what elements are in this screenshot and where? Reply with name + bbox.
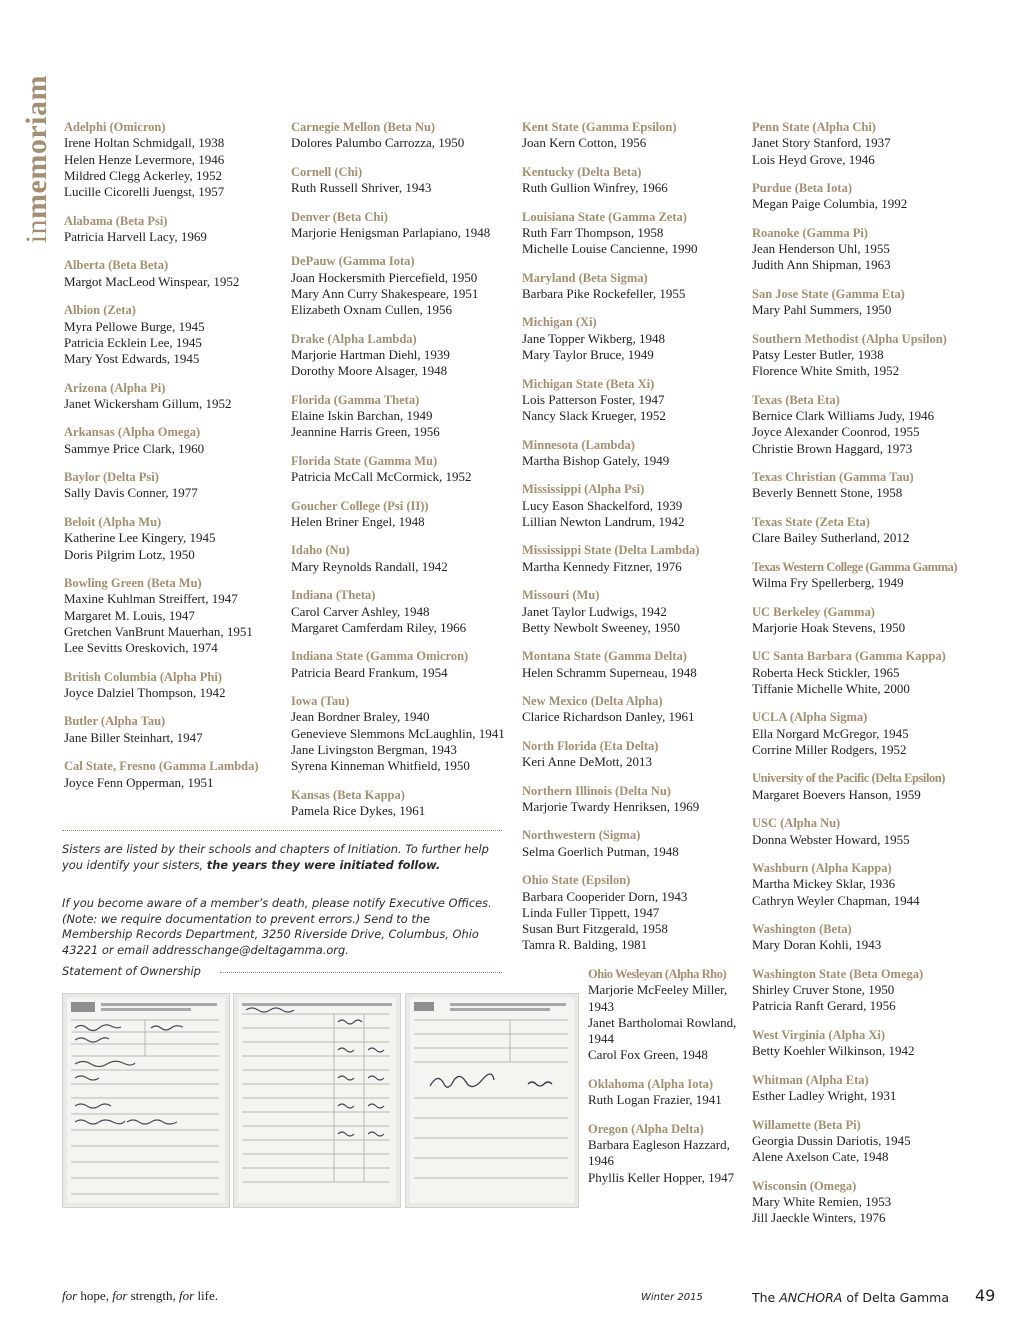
chapter-name: Florida State (Gamma Mu) [291, 453, 438, 468]
member-name: Mary White Remien, 1953 [752, 1193, 892, 1209]
memorial-column-3 [522, 119, 746, 966]
member-name: Ruth Logan Frazier, 1941 [588, 1092, 722, 1108]
chapter-group [588, 1076, 740, 1109]
member-name: Beverly Bennett Stone, 1958 [752, 485, 903, 501]
member-name: Barbara Eagleson Hazzard, 1946 [588, 1137, 730, 1169]
chapter-name: Kentucky (Delta Beta) [522, 164, 642, 179]
chapter-group [752, 469, 1012, 502]
chapter-name: Drake (Alpha Lambda) [291, 331, 417, 346]
member-name: Gretchen VanBrunt Mauerhan, 1951 [64, 623, 253, 639]
listing-note: Sisters are listed by their schools and chapters of Initiation. To further help you identify your sisters, the years they were initiated follow. [62, 842, 489, 872]
chapter-group [64, 514, 284, 563]
chapter-group [291, 392, 513, 441]
member-name: Irene Holtan Schmidgall, 1938 [64, 135, 225, 151]
chapter-group [752, 559, 1012, 592]
member-name: Carol Carver Ashley, 1948 [291, 603, 430, 619]
chapter-group [752, 225, 1012, 274]
chapter-name: Kansas (Beta Kappa) [291, 787, 405, 802]
member-name: Syrena Kinneman Whitfield, 1950 [291, 758, 470, 774]
member-name: Megan Paige Columbia, 1992 [752, 196, 908, 212]
member-name: Marjorie Hoak Stevens, 1950 [752, 619, 906, 635]
member-name: Michelle Louise Cancienne, 1990 [522, 241, 698, 257]
chapter-group [752, 331, 1012, 380]
chapter-group [522, 872, 746, 953]
chapter-name: Goucher College (Psi (II)) [291, 498, 429, 513]
member-name: Ruth Russell Shriver, 1943 [291, 180, 432, 196]
member-name: Phyllis Keller Hopper, 1947 [588, 1169, 735, 1185]
chapter-group [64, 119, 284, 200]
chapter-name: Indiana (Theta) [291, 588, 376, 603]
member-name: Elaine Iskin Barchan, 1949 [291, 408, 433, 424]
member-name: Mary Doran Kohli, 1943 [752, 937, 882, 953]
chapter-group [522, 587, 746, 636]
member-name: Joyce Fenn Opperman, 1951 [64, 774, 214, 790]
member-name: Sally Davis Conner, 1977 [64, 485, 198, 501]
chapter-name: Mississippi State (Delta Lambda) [522, 543, 700, 558]
member-name: Janet Wickersham Gillum, 1952 [64, 395, 232, 411]
member-name: Lillian Newton Landrum, 1942 [522, 513, 685, 529]
chapter-name: Willamette (Beta Pi) [752, 1117, 861, 1132]
chapter-name: San Jose State (Gamma Eta) [752, 286, 905, 301]
member-name: Tamra R. Balding, 1981 [522, 937, 648, 953]
chapter-group [291, 209, 513, 242]
chapter-group [522, 827, 746, 860]
chapter-group [752, 770, 1012, 803]
chapter-name: Cornell (Chi) [291, 164, 363, 179]
chapter-group [752, 514, 1012, 547]
member-name: Helen Schramm Superneau, 1948 [522, 664, 697, 680]
memorial-column-2 [291, 119, 513, 832]
chapter-name: Arizona (Alpha Pi) [64, 380, 166, 395]
chapter-group [522, 119, 746, 152]
member-name: Genevieve Slemmons McLaughlin, 1941 [291, 725, 505, 741]
member-name: Jeannine Harris Green, 1956 [291, 424, 440, 440]
notify-note: If you become aware of a member’s death, please notify Executive Offices. (Note: we require documentation to prevent errors.) Send to the Membership Records Department, 3250 Riverside Drive, Columbus, Ohio 43221 or email addresschange@deltagamma.org. [62, 896, 492, 957]
member-name: Marjorie McFeeley Miller, 1943 [588, 982, 728, 1014]
chapter-name: Butler (Alpha Tau) [64, 714, 166, 729]
member-name: Marjorie Henigsman Parlapiano, 1948 [291, 224, 491, 240]
member-name: Joan Hockersmith Piercefield, 1950 [291, 269, 478, 285]
chapter-group [291, 787, 513, 820]
chapter-group [291, 164, 513, 197]
chapter-group [291, 119, 513, 152]
chapter-group [752, 392, 1012, 457]
chapter-group [64, 669, 284, 702]
chapter-name: Purdue (Beta Iota) [752, 181, 852, 196]
member-name: Jean Bordner Braley, 1940 [291, 709, 430, 725]
member-name: Carol Fox Green, 1948 [588, 1047, 708, 1063]
member-name: Mary Pahl Summers, 1950 [752, 302, 892, 318]
member-name: Mary Taylor Bruce, 1949 [522, 347, 654, 363]
chapter-group [291, 498, 513, 531]
chapter-name: Alabama (Beta Psi) [64, 213, 168, 228]
chapter-name: British Columbia (Alpha Phi) [64, 669, 223, 684]
chapter-group [64, 469, 284, 502]
chapter-group [522, 376, 746, 425]
member-name: Alene Axelson Cate, 1948 [752, 1149, 889, 1165]
chapter-name: Iowa (Tau) [291, 694, 350, 709]
chapter-group [64, 257, 284, 290]
chapter-name: Roanoke (Gamma Pi) [752, 225, 868, 240]
chapter-name: Albion (Zeta) [64, 303, 136, 318]
member-name: Judith Ann Shipman, 1963 [752, 257, 891, 273]
chapter-name: Oklahoma (Alpha Iota) [588, 1076, 714, 1091]
ownership-form-image-3 [405, 993, 579, 1208]
chapter-name: Minnesota (Lambda) [522, 437, 635, 452]
member-name: Ruth Farr Thompson, 1958 [522, 224, 664, 240]
chapter-name: Beloit (Alpha Mu) [64, 514, 162, 529]
chapter-name: Cal State, Fresno (Gamma Lambda) [64, 759, 259, 774]
member-name: Doris Pilgrim Lotz, 1950 [64, 546, 195, 562]
chapter-name: Northern Illinois (Delta Nu) [522, 783, 671, 798]
chapter-group [291, 587, 513, 636]
chapter-group [64, 380, 284, 413]
chapter-name: DePauw (Gamma Iota) [291, 254, 415, 269]
chapter-group [522, 209, 746, 258]
member-name: Nancy Slack Krueger, 1952 [522, 408, 666, 424]
chapter-group [291, 542, 513, 575]
chapter-name: Arkansas (Alpha Omega) [64, 425, 201, 440]
chapter-name: Baylor (Delta Psi) [64, 470, 159, 485]
member-name: Betty Koehler Wilkinson, 1942 [752, 1043, 915, 1059]
member-name: Margaret Camferdam Riley, 1966 [291, 619, 467, 635]
member-name: Helen Briner Engel, 1948 [291, 513, 425, 529]
chapter-name: Denver (Beta Chi) [291, 209, 388, 224]
member-name: Dorothy Moore Alsager, 1948 [291, 363, 448, 379]
member-name: Janet Story Stanford, 1937 [752, 135, 891, 151]
chapter-group [522, 542, 746, 575]
page-title: inmemoriam [20, 75, 53, 244]
member-name: Georgia Dussin Dariotis, 1945 [752, 1132, 911, 1148]
chapter-name: UC Santa Barbara (Gamma Kappa) [752, 649, 946, 664]
member-name: Cathryn Weyler Chapman, 1944 [752, 892, 920, 908]
chapter-name: Michigan (Xi) [522, 315, 597, 330]
chapter-group [752, 119, 1012, 168]
member-name: Janet Bartholomai Rowland, 1944 [588, 1014, 737, 1047]
chapter-group [752, 966, 1012, 1015]
chapter-group [64, 713, 284, 746]
member-name: Corrine Miller Rodgers, 1952 [752, 741, 907, 757]
chapter-group [752, 286, 1012, 319]
chapter-name: Missouri (Mu) [522, 588, 600, 603]
member-name: Margaret M. Louis, 1947 [64, 607, 195, 623]
member-name: Marjorie Twardy Henriksen, 1969 [522, 798, 700, 814]
chapter-name: Northwestern (Sigma) [522, 828, 641, 843]
member-name: Ruth Gullion Winfrey, 1966 [522, 180, 668, 196]
chapter-group [752, 815, 1012, 848]
chapter-group [752, 1027, 1012, 1060]
chapter-name: New Mexico (Delta Alpha) [522, 694, 663, 709]
chapter-name: Washington State (Beta Omega) [752, 966, 924, 981]
chapter-name: Kent State (Gamma Epsilon) [522, 120, 677, 134]
member-name: Esther Ladley Wright, 1931 [752, 1088, 897, 1104]
chapter-name: Ohio Wesleyan (Alpha Rho) [588, 967, 727, 981]
chapter-name: Michigan State (Beta Xi) [522, 376, 655, 391]
member-name: Clarice Richardson Danley, 1961 [522, 709, 695, 725]
chapter-group [752, 1178, 1012, 1227]
chapter-name: Texas (Beta Eta) [752, 392, 840, 407]
chapter-name: Oregon (Alpha Delta) [588, 1121, 704, 1136]
page-number: 49 [975, 1286, 996, 1305]
member-name: Sammye Price Clark, 1960 [64, 440, 205, 456]
member-name: Lois Heyd Grove, 1946 [752, 151, 875, 167]
chapter-group [752, 921, 1012, 954]
member-name: Lois Patterson Foster, 1947 [522, 391, 665, 407]
chapter-name: Bowling Green (Beta Mu) [64, 576, 202, 591]
chapter-name: Whitman (Alpha Eta) [752, 1072, 869, 1087]
chapter-name: Washington (Beta) [752, 922, 852, 937]
member-name: Mary Yost Edwards, 1945 [64, 351, 200, 367]
chapter-name: North Florida (Eta Delta) [522, 738, 659, 753]
chapter-group [64, 758, 284, 791]
member-name: Barbara Pike Rockefeller, 1955 [522, 285, 686, 301]
member-name: Patricia Beard Frankum, 1954 [291, 664, 448, 680]
member-name: Barbara Cooperider Dorn, 1943 [522, 888, 688, 904]
member-name: Pamela Rice Dykes, 1961 [291, 803, 426, 819]
chapter-name: Indiana State (Gamma Omicron) [291, 649, 469, 664]
member-name: Elizabeth Oxnam Cullen, 1956 [291, 302, 453, 318]
chapter-name: Ohio State (Epsilon) [522, 873, 631, 888]
member-name: Susan Burt Fitzgerald, 1958 [522, 921, 668, 937]
chapter-group [522, 270, 746, 303]
member-name: Joan Kern Cotton, 1956 [522, 135, 647, 151]
member-name: Martha Mickey Sklar, 1936 [752, 876, 896, 892]
member-name: Clare Bailey Sutherland, 2012 [752, 530, 910, 546]
chapter-group [588, 966, 740, 1064]
member-name: Maxine Kuhlman Streiffert, 1947 [64, 591, 238, 607]
memorial-column-4 [752, 119, 1012, 1239]
chapter-group [522, 738, 746, 771]
member-name: Keri Anne DeMott, 2013 [522, 754, 652, 770]
footer-motto: for hope, for strength, for life. [62, 1288, 219, 1303]
chapter-name: Texas Christian (Gamma Tau) [752, 470, 914, 485]
chapter-group [752, 1117, 1012, 1166]
chapter-name: UCLA (Alpha Sigma) [752, 710, 868, 725]
member-name: Selma Goerlich Putman, 1948 [522, 843, 679, 859]
chapter-group [752, 709, 1012, 758]
member-name: Linda Fuller Tippett, 1947 [522, 904, 660, 920]
member-name: Donna Webster Howard, 1955 [752, 831, 910, 847]
chapter-group [291, 693, 513, 774]
member-name: Bernice Clark Williams Judy, 1946 [752, 408, 935, 424]
chapter-group [752, 604, 1012, 637]
memorial-column-3-continued [588, 966, 740, 1198]
member-name: Jill Jaeckle Winters, 1976 [752, 1210, 886, 1226]
chapter-name: Carnegie Mellon (Beta Nu) [291, 120, 436, 134]
chapter-name: Louisiana State (Gamma Zeta) [522, 209, 687, 224]
chapter-name: Maryland (Beta Sigma) [522, 270, 648, 285]
chapter-name: Penn State (Alpha Chi) [752, 120, 876, 134]
chapter-group [522, 437, 746, 470]
member-name: Marjorie Hartman Diehl, 1939 [291, 347, 450, 363]
chapter-name: Mississippi (Alpha Psi) [522, 482, 645, 497]
member-name: Christie Brown Haggard, 1973 [752, 440, 913, 456]
chapter-name: Wisconsin (Omega) [752, 1178, 857, 1193]
chapter-group [291, 648, 513, 681]
chapter-group [752, 1072, 1012, 1105]
chapter-name: Southern Methodist (Alpha Upsilon) [752, 331, 947, 346]
dotted-divider [62, 830, 502, 831]
member-name: Margot MacLeod Winspear, 1952 [64, 273, 240, 289]
chapter-name: University of the Pacific (Delta Epsilon) [752, 771, 945, 786]
chapter-group [588, 1121, 740, 1186]
member-name: Joyce Dalziel Thompson, 1942 [64, 685, 226, 700]
member-name: Myra Pellowe Burge, 1945 [64, 318, 205, 334]
chapter-name: West Virginia (Alpha Xi) [752, 1027, 885, 1042]
member-name: Shirley Cruver Stone, 1950 [752, 982, 895, 998]
chapter-group [64, 575, 284, 656]
member-name: Tiffanie Michelle White, 2000 [752, 680, 910, 696]
member-name: Jean Henderson Uhl, 1955 [752, 241, 890, 257]
chapter-group [291, 453, 513, 486]
chapter-name: Adelphi (Omicron) [64, 120, 166, 134]
member-name: Jane Biller Steinhart, 1947 [64, 729, 203, 745]
chapter-group [64, 302, 284, 367]
chapter-name: Washburn (Alpha Kappa) [752, 861, 892, 876]
member-name: Martha Kennedy Fitzner, 1976 [522, 558, 682, 574]
member-name: Janet Taylor Ludwigs, 1942 [522, 603, 667, 619]
chapter-name: Texas State (Zeta Eta) [752, 514, 870, 529]
member-name: Mary Reynolds Randall, 1942 [291, 558, 448, 574]
member-name: Betty Newbolt Sweeney, 1950 [522, 619, 681, 635]
chapter-group [522, 693, 746, 726]
statement-of-ownership-label: Statement of Ownership [62, 964, 201, 978]
ownership-form-image-2 [233, 993, 401, 1208]
chapter-group [752, 180, 1012, 213]
chapter-name: Montana State (Gamma Delta) [522, 649, 687, 664]
member-name: Patricia Harvell Lacy, 1969 [64, 228, 207, 244]
chapter-group [752, 860, 1012, 909]
member-name: Jane Livingston Bergman, 1943 [291, 741, 457, 757]
chapter-group [64, 424, 284, 457]
chapter-name: Idaho (Nu) [291, 543, 350, 558]
ownership-form-image-1 [62, 993, 230, 1208]
member-name: Lee Sevitts Oreskovich, 1974 [64, 640, 218, 656]
member-name: Katherine Lee Kingery, 1945 [64, 530, 216, 546]
memorial-column-1 [64, 119, 284, 803]
member-name: Patsy Lester Butler, 1938 [752, 347, 884, 363]
footer-magazine-name: The ANCHORA of Delta Gamma [752, 1290, 950, 1305]
member-name: Florence White Smith, 1952 [752, 363, 900, 379]
chapter-group [291, 331, 513, 380]
member-name: Ella Norgard McGregor, 1945 [752, 725, 909, 741]
member-name: Patricia Ranft Gerard, 1956 [752, 998, 896, 1014]
member-name: Mary Ann Curry Shakespeare, 1951 [291, 285, 479, 301]
member-name: Joyce Alexander Coonrod, 1955 [752, 424, 920, 440]
member-name: Patricia McCall McCormick, 1952 [291, 469, 472, 485]
member-name: Lucille Cicorelli Juengst, 1957 [64, 184, 225, 200]
chapter-group [522, 648, 746, 681]
member-name: Mildred Clegg Ackerley, 1952 [64, 167, 223, 183]
member-name: Helen Henze Levermore, 1946 [64, 151, 225, 167]
member-name: Wilma Fry Spellerberg, 1949 [752, 575, 904, 591]
member-name: Dolores Palumbo Carrozza, 1950 [291, 135, 465, 151]
member-name: Martha Bishop Gately, 1949 [522, 452, 670, 468]
chapter-name: Texas Western College (Gamma Gamma) [752, 559, 958, 574]
chapter-group [64, 213, 284, 246]
chapter-group [752, 648, 1012, 697]
member-name: Jane Topper Wikberg, 1948 [522, 330, 665, 346]
chapter-name: UC Berkeley (Gamma) [752, 604, 875, 619]
chapter-name: USC (Alpha Nu) [752, 816, 841, 831]
chapter-name: Alberta (Beta Beta) [64, 258, 169, 273]
member-name: Roberta Heck Stickler, 1965 [752, 664, 900, 680]
chapter-group [522, 314, 746, 363]
member-name: Margaret Boevers Hanson, 1959 [752, 786, 921, 802]
chapter-group [522, 164, 746, 197]
member-name: Patricia Ecklein Lee, 1945 [64, 334, 202, 350]
footer-issue-date: Winter 2015 [641, 1292, 703, 1303]
chapter-group [291, 253, 513, 318]
chapter-name: Florida (Gamma Theta) [291, 392, 420, 407]
chapter-group [522, 783, 746, 816]
dotted-divider-ownership [220, 972, 502, 973]
member-name: Lucy Eason Shackelford, 1939 [522, 497, 683, 513]
chapter-group [522, 481, 746, 530]
